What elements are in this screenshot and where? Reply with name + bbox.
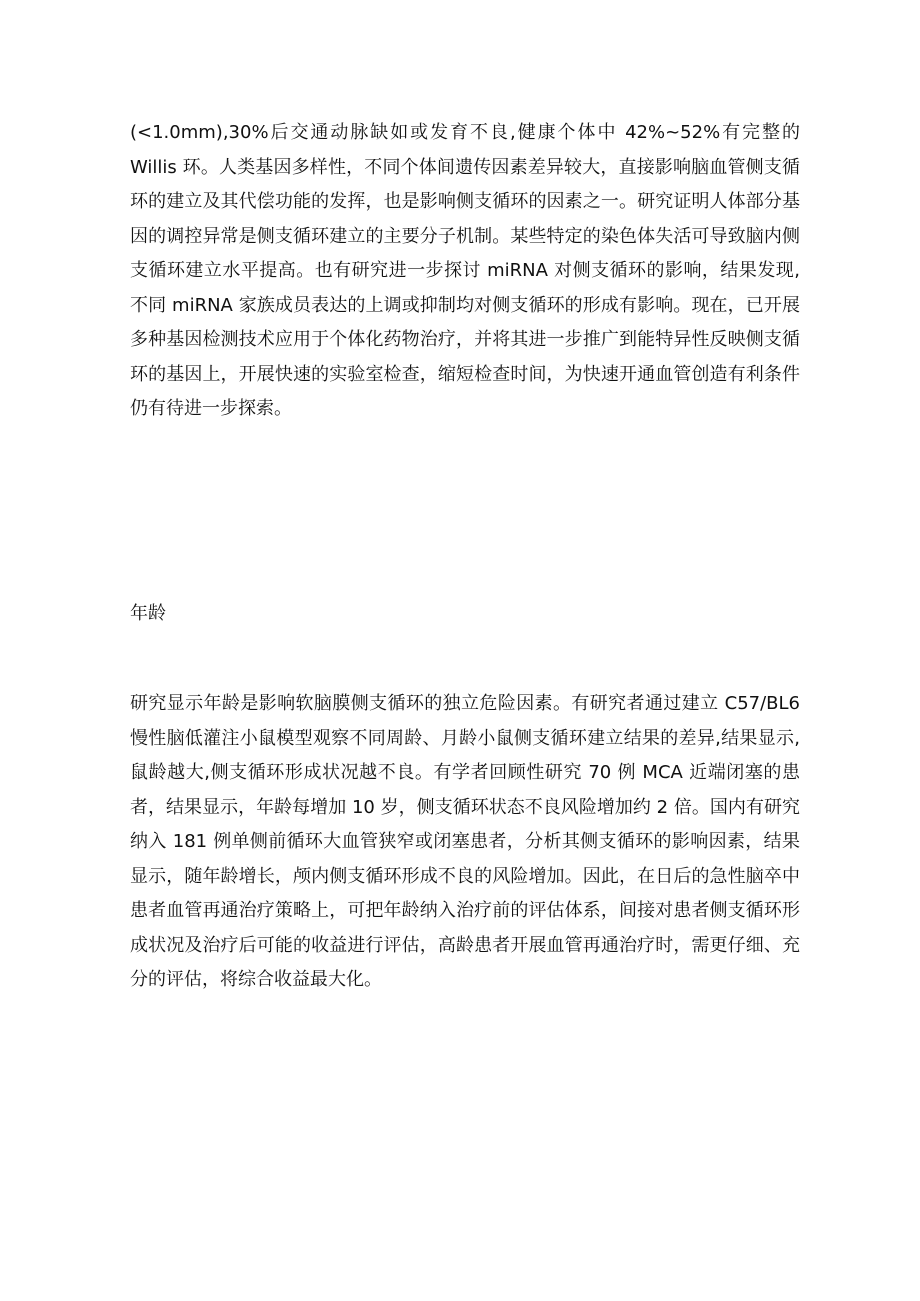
section-heading-age: 年龄 xyxy=(130,603,166,624)
body-paragraph-age: 研究显示年龄是影响软脑膜侧支循环的独立危险因素。有研究者通过建立 C57/BL6 慢性脑低灌注小鼠模型观察不同周龄、月龄小鼠侧支循环建立结果的差异,结果显示,鼠龄越大,侧支循环形成状况越不良。有学者回顾性研究 70 例 MCA 近端闭塞的患者，结果显示，年龄每增加 10 岁，侧支循环状态不良风险增加约 2 倍。国内有研究纳入 181 例单侧前循环大血管狭窄或闭塞患者，分析其侧支循环的影响因素，结果显示，随年龄增长，颅内侧支循环形成不良的风险增加。因此，在日后的急性脑卒中患者血管再通治疗策略上，可把年龄纳入治疗前的评估体系，间接对患者侧支循环形成状况及治疗后可能的收益进行评估，高龄患者开展血管再通治疗时，需更仔细、充分的评估，将综合收益最大化。 xyxy=(130,693,800,990)
body-paragraph-genetics: (<1.0mm),30%后交通动脉缺如或发育不良,健康个体中 42%~52%有完整的 Willis 环。人类基因多样性，不同个体间遗传因素差异较大，直接影响脑血管侧支循环的建立及其代偿功能的发挥，也是影响侧支循环的因素之一。研究证明人体部分基因的调控异常是侧支循环建立的主要分子机制。某些特定的染色体失活可导致脑内侧支循环建立水平提高。也有研究进一步探讨 miRNA 对侧支循环的影响，结果发现,不同 miRNA 家族成员表达的上调或抑制均对侧支循环的形成有影响。现在，已开展多种基因检测技术应用于个体化药物治疗，并将其进一步推广到能特异性反映侧支循环的基因上，开展快速的实验室检查，缩短检查时间，为快速开通血管创造有利条件仍有待进一步探索。 xyxy=(130,122,800,419)
